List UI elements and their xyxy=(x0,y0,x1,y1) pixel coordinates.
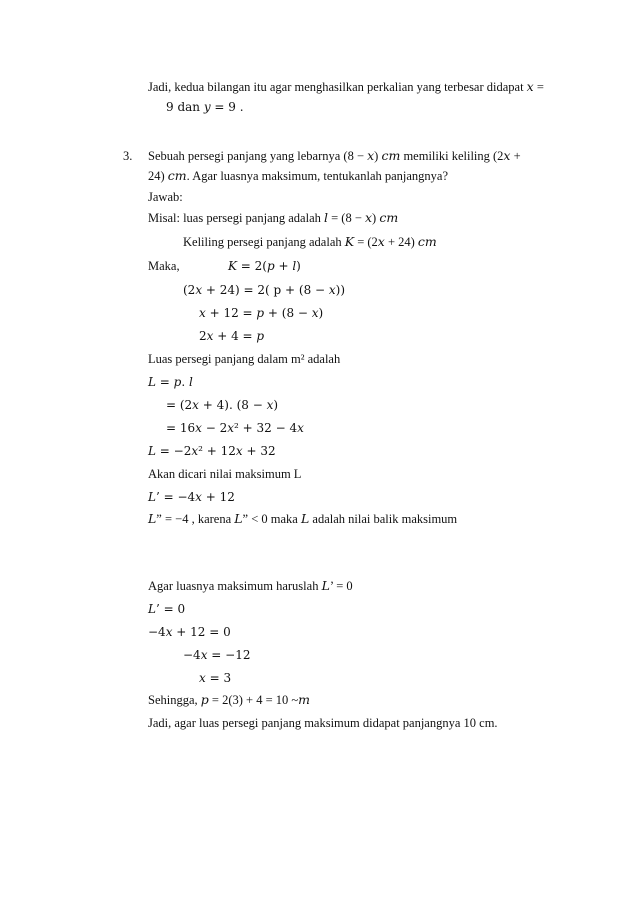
text-line: Akan dicari nilai maksimum L xyxy=(148,467,302,481)
equation: 𝐿’ = 0 xyxy=(148,602,186,616)
equation: 𝐿 = 𝑝. 𝑙 xyxy=(148,375,193,389)
text-line: Agar luasnya maksimum haruslah 𝐿’ = 0 xyxy=(148,579,353,593)
equation: 2𝑥 + 4 = 𝑝 xyxy=(199,329,265,343)
text-line: Luas persegi panjang dalam m² adalah xyxy=(148,352,341,366)
equation: 𝐾 = 2(𝑝 + 𝑙) xyxy=(228,259,301,273)
text-line: Misal: luas persegi panjang adalah 𝑙 = (8 − 𝑥) 𝑐𝑚 xyxy=(148,211,399,225)
text-line: Sehingga, 𝑝 = 2(3) + 4 = 10 ~𝑚 xyxy=(148,693,310,707)
equation: = 16𝑥 − 2𝑥² + 32 − 4𝑥 xyxy=(166,421,304,435)
equation: = (2𝑥 + 4). (8 − 𝑥) xyxy=(166,398,279,412)
equation: 𝑥 + 12 = 𝑝 + (8 − 𝑥) xyxy=(199,306,324,320)
text-line: Jawab: xyxy=(148,190,183,204)
equation: 𝑥 = 3 xyxy=(199,671,232,685)
list-number: 3. xyxy=(123,149,133,163)
text-line: 24) 𝑐𝑚. Agar luasnya maksimum, tentukanlah panjangnya? xyxy=(148,169,449,183)
text-line: Maka, xyxy=(148,259,180,273)
text-line: Jadi, agar luas persegi panjang maksimum didapat panjangnya 10 cm. xyxy=(148,716,498,730)
text-line: Keliling persegi panjang adalah 𝐾 = (2𝑥 + 24) 𝑐𝑚 xyxy=(183,235,437,249)
text-line: 𝐿” = −4 , karena 𝐿” < 0 maka 𝐿 adalah nilai balik maksimum xyxy=(148,512,458,526)
equation: (2𝑥 + 24) = 2( p + (8 − 𝑥)) xyxy=(183,283,346,297)
equation: 𝐿 = −2𝑥² + 12𝑥 + 32 xyxy=(148,444,276,458)
equation: 𝐿’ = −4𝑥 + 12 xyxy=(148,490,235,504)
text-line: Sebuah persegi panjang yang lebarnya (8 − 𝑥) 𝑐𝑚 memiliki keliling (2𝑥 + xyxy=(148,149,521,163)
text-line: 9 dan 𝑦 = 9 . xyxy=(166,100,244,114)
equation: −4𝑥 = −12 xyxy=(183,648,251,662)
text-line: Jadi, kedua bilangan itu agar menghasilkan perkalian yang terbesar didapat 𝑥 = xyxy=(148,80,544,94)
equation: −4𝑥 + 12 = 0 xyxy=(148,625,231,639)
